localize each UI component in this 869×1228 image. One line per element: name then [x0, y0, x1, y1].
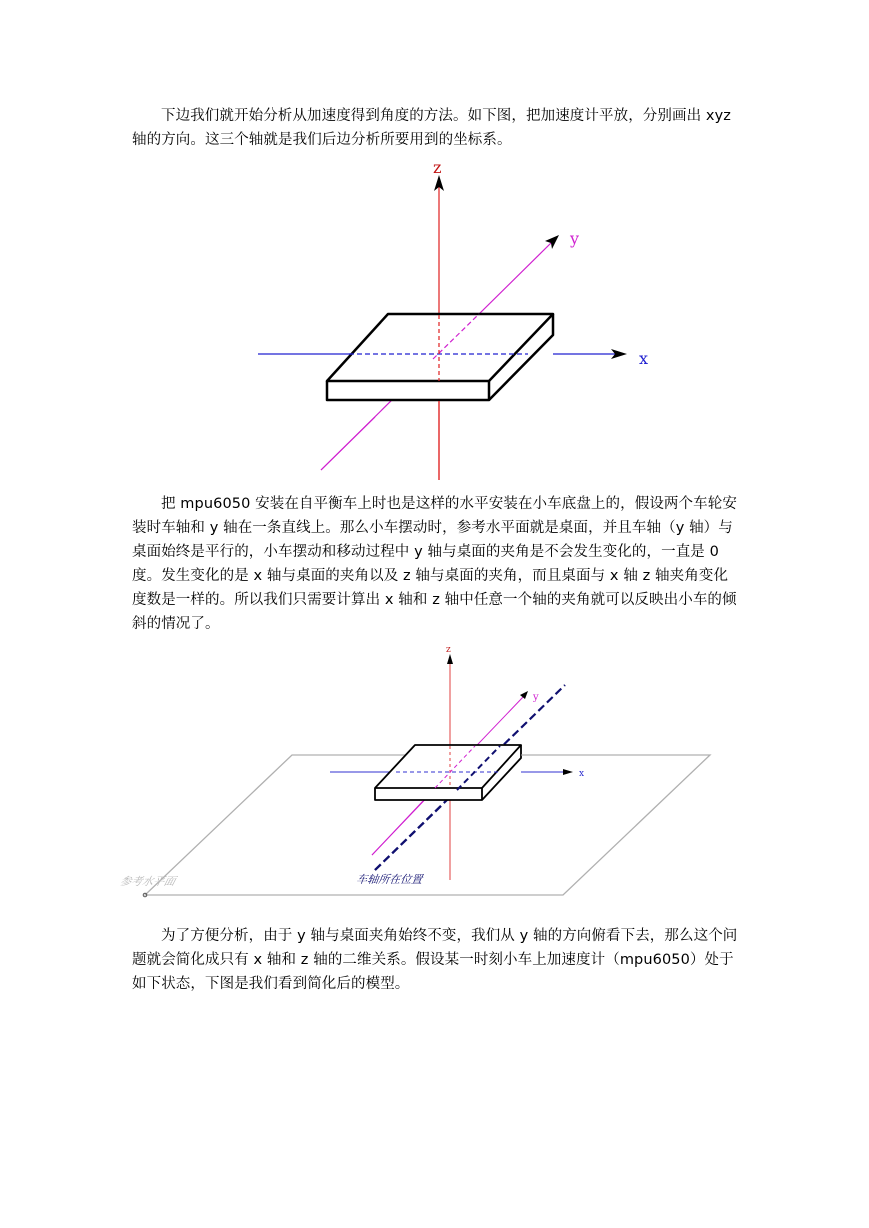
- figure-xyz-axes: [255, 155, 649, 485]
- accelerometer-box: [327, 314, 553, 400]
- figure-reference-plane: [118, 640, 715, 902]
- y-label: y: [533, 692, 539, 703]
- z-label: z: [433, 158, 442, 177]
- axle-label: 车轴所在位置: [355, 873, 424, 886]
- paragraph-simplify: 为了方便分析，由于 y 轴与桌面夹角始终不变，我们从 y 轴的方向俯看下去，那么这个问题就会简化成只有 x 轴和 z 轴的二维关系。假设某一时刻小车上加速度计（mpu6050）处于如下状态，下图是我们看到简化后的模型。: [132, 928, 738, 992]
- x-label: x: [579, 769, 585, 779]
- paragraph-intro: 下边我们就开始分析从加速度得到角度的方法。如下图，把加速度计平放，分别画出 xyz 轴的方向。这三个轴就是我们后边分析所要用到的坐标系。: [132, 108, 731, 148]
- x-label: x: [639, 349, 649, 368]
- paragraph-mounting: 把 mpu6050 安装在自平衡车上时也是这样的水平安装在小车底盘上的，假设两个车轮安装时车轴和 y 轴在一条直线上。那么小车摆动时，参考水平面就是桌面，并且车轴（y 轴）与桌面始终是平行的，小车摆动和移动过程中 y 轴与桌面的夹角是不会发生变化的，一直是 0 度。发生变化的是 x 轴与桌面的夹角以及 z 轴与桌面的夹角，而且桌面与 x 轴 z 轴夹角变化度数是一样的。所以我们只需要计算出 x 轴和 z 轴中任意一个轴的夹角就可以反映出小车的倾斜的情况了。: [132, 496, 737, 632]
- z-label: z: [446, 645, 451, 655]
- plane-label: 参考水平面: [118, 875, 177, 888]
- y-label: y: [570, 229, 580, 248]
